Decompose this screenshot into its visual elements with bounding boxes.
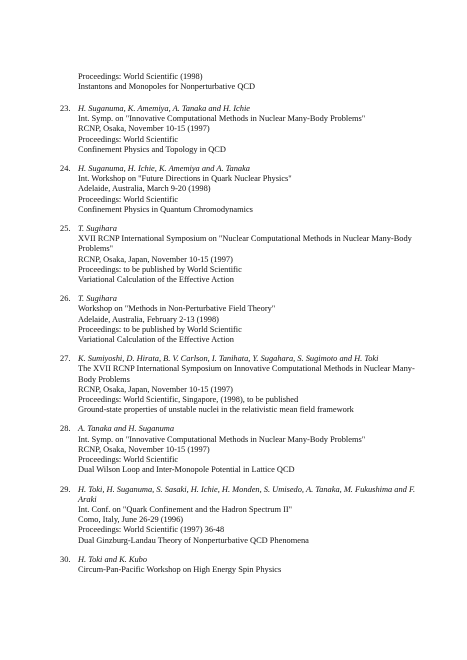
proceedings-line: Proceedings: World Scientific	[78, 194, 179, 204]
proceedings-line: Proceedings: World Scientific	[78, 134, 179, 144]
entry-number: 24.	[60, 164, 71, 174]
proceedings-line: Proceedings: World Scientific (1998)	[78, 72, 203, 81]
reference-entry-30	[60, 555, 430, 575]
talk-title: Confinement Physics and Topology in QCD	[78, 144, 226, 154]
entry-number: 29.	[60, 484, 71, 494]
event-line: Int. Workshop on "Future Directions in Quark Nuclear Physics"	[78, 174, 292, 184]
entry-authors: T. Sugihara	[78, 224, 117, 234]
proceedings-line: Proceedings: World Scientific (1997) 36-48	[78, 525, 225, 535]
proceedings-line: Proceedings: World Scientific	[78, 455, 179, 465]
reference-entry-24	[60, 164, 430, 215]
event-line: XVII RCNP International Symposium on "Nuclear Computational Methods in Nuclear Many-Body Problems"	[78, 234, 412, 254]
entry-authors: H. Toki and K. Kubo	[78, 554, 148, 564]
entry-number: 28.	[60, 424, 71, 434]
entry-authors: A. Tanaka and H. Suganuma	[78, 424, 175, 434]
entry-number: 26.	[60, 294, 71, 304]
talk-title: Instantons and Monopoles for Nonperturbative QCD	[78, 82, 256, 92]
event-line: Int. Conf. on "Quark Confinement and the Hadron Spectrum II"	[78, 504, 293, 514]
event-line: Int. Symp. on "Innovative Computational Methods in Nuclear Many-Body Problems"	[78, 434, 366, 444]
entry-authors: H. Toki, H. Suganuma, S. Sasaki, H. Ichie, H. Monden, S. Umisedo, A. Tanaka, M. Fukushima and F. Araki	[78, 484, 416, 504]
venue-line: RCNP, Osaka, November 10-15 (1997)	[78, 444, 210, 454]
reference-entry-28	[60, 424, 430, 475]
talk-title: Ground-state properties of unstable nuclei in the relativistic mean field framework	[78, 405, 354, 415]
proceedings-line: Proceedings: to be published by World Scientific	[78, 264, 242, 274]
entry-authors: H. Suganuma, K. Amemiya, A. Tanaka and H. Ichie	[78, 104, 250, 113]
entry-authors: H. Suganuma, H. Ichie, K. Amemiya and A. Tanaka	[78, 164, 250, 174]
reference-list	[60, 104, 430, 584]
venue-line: RCNP, Osaka, Japan, November 10-15 (1997)	[78, 254, 233, 264]
reference-entry-23	[60, 104, 430, 155]
talk-title: Dual Wilson Loop and Inter-Monopole Potential in Lattice QCD	[78, 465, 295, 475]
entry-number: 27.	[60, 354, 71, 364]
event-line: Workshop on "Methods in Non-Perturbative Field Theory"	[78, 304, 276, 314]
event-line: Int. Symp. on "Innovative Computational Methods in Nuclear Many-Body Problems"	[78, 114, 366, 124]
talk-title: Confinement Physics in Quantum Chromodynamics	[78, 204, 253, 214]
reference-entry-27	[60, 354, 430, 415]
event-line: Circum-Pan-Pacific Workshop on High Energy Spin Physics	[78, 564, 282, 574]
entry-number: 25.	[60, 224, 71, 234]
venue-line: Adelaide, Australia, February 2-13 (1998)	[78, 314, 219, 324]
entry-number: 23.	[60, 104, 71, 113]
venue-line: RCNP, Osaka, November 10-15 (1997)	[78, 124, 210, 134]
venue-line: Adelaide, Australia, March 9-20 (1998)	[78, 184, 211, 194]
reference-entry-29	[60, 485, 430, 546]
venue-line: Como, Italy, June 26-29 (1996)	[78, 515, 184, 525]
reference-entry-26	[60, 294, 430, 345]
entry-number: 30.	[60, 554, 71, 564]
proceedings-line: Proceedings: to be published by World Scientific	[78, 324, 242, 334]
entry-authors: K. Sumiyoshi, D. Hirata, B. V. Carlson, I. Tanihata, Y. Sugahara, S. Sugimoto and H. Toki	[78, 354, 379, 364]
reference-entry-25	[60, 224, 430, 285]
talk-title: Variational Calculation of the Effective Action	[78, 335, 234, 345]
venue-line: RCNP, Osaka, Japan, November 10-15 (1997)	[78, 384, 233, 394]
proceedings-line: Proceedings: World Scientific, Singapore, (1998), to be published	[78, 395, 299, 405]
talk-title: Variational Calculation of the Effective Action	[78, 275, 234, 285]
continued-entry	[78, 72, 418, 92]
talk-title: Dual Ginzburg-Landau Theory of Nonperturbative QCD Phenomena	[78, 535, 309, 545]
entry-authors: T. Sugihara	[78, 294, 117, 304]
event-line: The XVII RCNP International Symposium on Innovative Computational Methods in Nuclear Many-Body Problems	[78, 364, 415, 384]
